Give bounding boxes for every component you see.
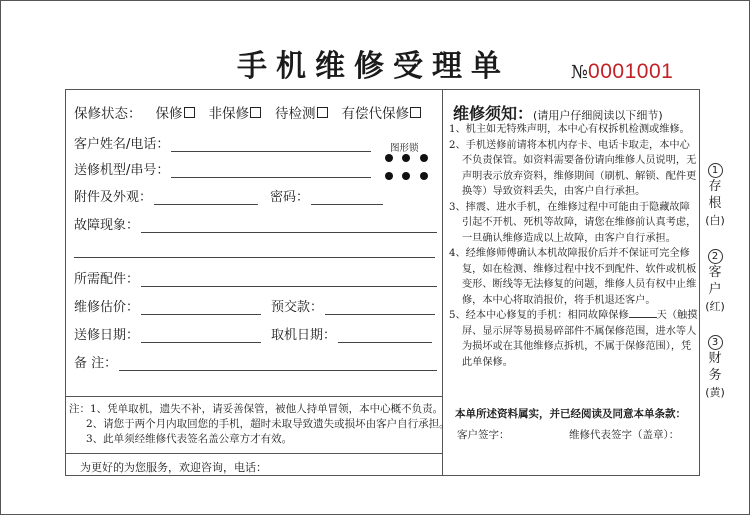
pattern-dot[interactable] [402,154,410,162]
term-item: 1、机主如无特殊声明，本中心有权拆机检测或维修。 [449,124,690,135]
terms-title: 维修须知 [453,104,518,123]
service-hotline-text: 为更好的为您服务，欢迎咨询，电话： [80,461,267,474]
fault-field-line-2[interactable] [74,257,435,258]
copy-char: 财 [708,351,722,366]
accessories-label: 附件及外观： [74,190,153,205]
customer-row [74,133,371,152]
pattern-dot[interactable] [385,172,393,180]
pickup-date-field[interactable] [338,328,432,343]
term-item: 4、经维修师傅确认本机故障报价后并不保证可完全修复，如在检测、维修过程中找不到配件、软件或机板变形、断线等无法修复的问题，维修人员有权中止维修，本中心将取消报价，将手机退还客户。 [449,248,697,306]
password-field[interactable] [311,190,383,205]
term-item: 3、摔震、进水手机，在维修过程中可能由于隐藏故障引起不开机、死机等故障，请您在维修前认真考虑，一旦确认维修造成以上故障，由客户自行承担。 [449,201,697,244]
notes-block [69,402,450,447]
fault-label: 故障现象： [74,218,140,233]
copy-finance-yellow [703,333,727,401]
note-1: 注：1、凭单取机，遗失不补，请妥善保管，被他人持单冒领，本中心概不负责。 [69,403,444,415]
copy-char: 根 [708,196,722,211]
warranty-days-field[interactable] [629,308,657,318]
parts-row [74,268,437,287]
warranty-status-row [74,102,421,122]
term-item: 2、手机送修前请将本机内存卡、电话卡取走，本中心不负责保管。如资料需要备份请向维修人员说明，无声明表示放弃资料，维修期间（刷机、解锁、配件更换等）导致资料丢失，由客户自行承担。 [449,139,697,197]
agreement-statement: 本单所述资料属实，并已经阅读及同意本单条款： [455,408,686,420]
warranty-status-label: 保修状态： [74,106,142,122]
repair-form [65,89,700,476]
serial-number [571,60,673,84]
model-label: 送修机型/串号： [74,163,170,178]
fault-row [74,214,437,233]
pattern-dot[interactable] [385,154,393,162]
form-title: 手机维修受理单 [237,49,510,84]
circled-number: 3 [708,335,723,350]
parts-label: 所需配件： [74,272,140,287]
checkbox-paid-warranty[interactable] [410,107,421,118]
send-date-field[interactable] [141,328,261,343]
copy-char: 户 [708,282,722,297]
circled-number: 2 [708,249,723,264]
copy-char: 存 [708,179,722,194]
copy-char: 客 [708,265,722,280]
serial-value: 0001001 [588,60,674,83]
form-left-section [66,90,450,475]
copy-color: (白) [705,214,725,227]
circled-number: 1 [708,163,723,178]
terms-section [443,90,699,475]
note-2: 2、请您于两个月内取回您的手机，超时未取导致遗失或损坏由客户自行承担。 [86,418,450,430]
terms-list [449,122,699,370]
model-field[interactable] [171,163,371,178]
status-option-label: 保修 [155,106,183,122]
term-5-text-a: 5、经本中心修复的手机：相同故障保修 [449,310,629,321]
checkbox-pending-inspection[interactable] [317,107,328,118]
status-option-label: 有偿代保修 [341,106,409,122]
service-divider [66,453,442,454]
terms-heading [453,101,663,124]
terms-subtitle: (请用户仔细阅读以下细节) [533,109,663,122]
remarks-row [74,352,437,371]
copy-char: 务 [708,368,722,383]
pattern-lock-label: 图形锁 [390,143,419,154]
estimate-label: 维修估价： [74,300,140,315]
checkbox-non-warranty[interactable] [250,107,261,118]
date-row [74,324,432,343]
copy-stub-white [703,161,727,229]
copy-distribution [703,161,727,419]
accessories-field[interactable] [154,190,258,205]
notes-divider [66,396,442,397]
copy-color: (红) [705,300,725,313]
status-option-warranty[interactable] [156,102,195,122]
checkbox-warranty[interactable] [184,107,195,118]
pickup-date-label: 取机日期： [271,328,337,343]
copy-color: (黄) [705,386,725,399]
rep-signature-label: 维修代表签字（盖章）： [569,429,680,441]
status-option-paid-warranty[interactable] [342,102,422,122]
terms-title-colon: ： [517,104,534,123]
status-option-pending-inspection[interactable] [275,102,328,122]
status-option-label: 待检测 [275,106,316,122]
model-row [74,159,371,178]
fault-field[interactable] [141,218,437,233]
password-label: 密码： [270,190,310,205]
pattern-dot[interactable] [420,154,428,162]
term-5-text-b: 天（触摸屏、显示屏等易损易碎部件不属保修范围，进水等人为损坏或在其他维修点拆机，不属于保修范围），凭此单保修。 [462,310,698,368]
note-3: 3、此单须经维修代表签名盖公章方才有效。 [86,433,293,445]
remarks-field[interactable] [119,356,437,371]
deposit-field[interactable] [325,300,435,315]
pattern-dot[interactable] [402,172,410,180]
estimate-field[interactable] [141,300,261,315]
status-option-non-warranty[interactable] [209,102,262,122]
customer-field[interactable] [171,137,371,152]
serial-prefix: № [571,62,589,83]
pattern-dot[interactable] [420,172,428,180]
send-date-label: 送修日期： [74,328,140,343]
parts-field[interactable] [141,272,437,287]
status-option-label: 非保修 [208,106,249,122]
customer-label: 客户姓名/电话： [74,137,170,152]
term-item-5 [449,308,699,370]
estimate-row [74,296,435,315]
remarks-label: 备 注： [74,356,118,371]
copy-customer-red [703,247,727,315]
customer-signature-label: 客户签字： [457,429,510,441]
pattern-lock-grid[interactable] [385,154,437,180]
accessories-row [74,186,383,205]
deposit-label: 预交款： [271,300,324,315]
